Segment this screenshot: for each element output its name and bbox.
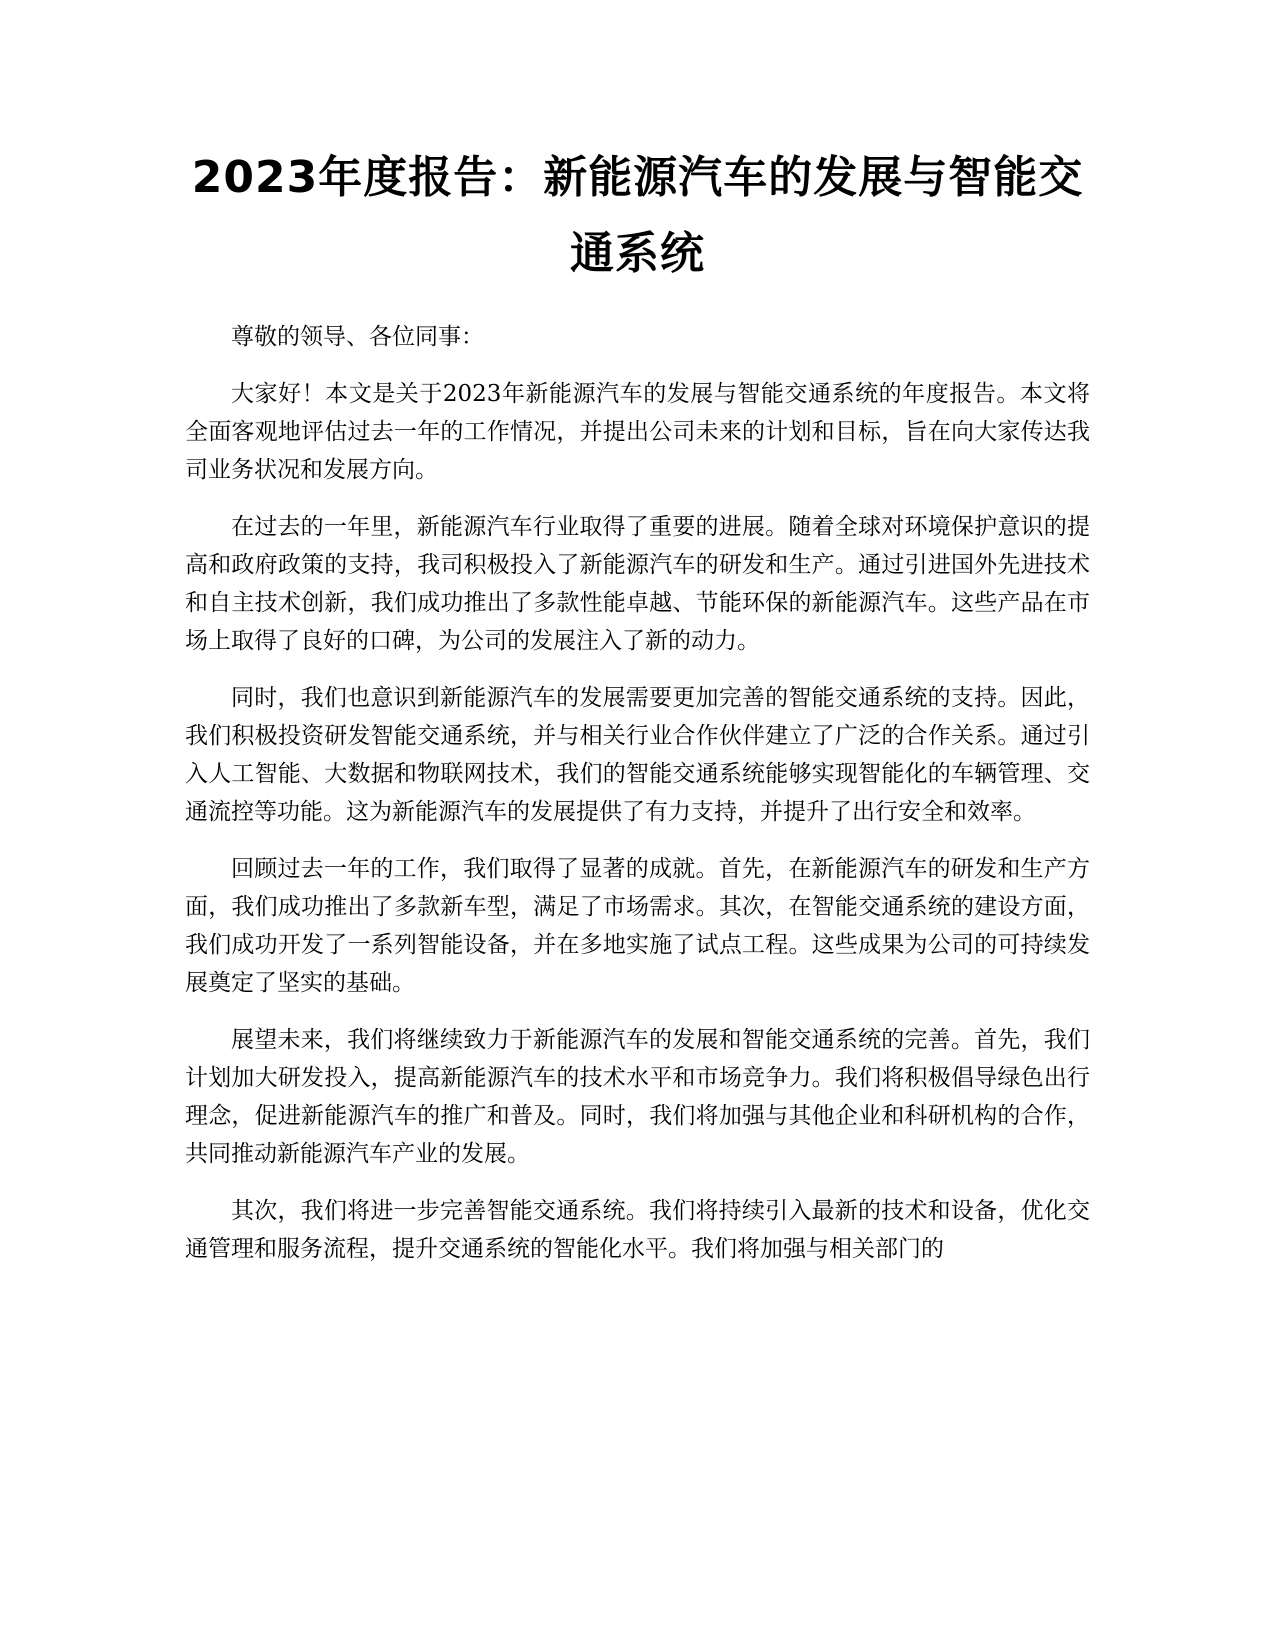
- greeting: 尊敬的领导、各位同事：: [231, 324, 484, 350]
- document-body: [185, 318, 1090, 1287]
- paragraph-next-steps: 其次，我们将进一步完善智能交通系统。我们将持续引入最新的技术和设备，优化交通管理和服务流程，提升交通系统的智能化水平。我们将加强与相关部门的: [185, 1198, 1090, 1262]
- paragraph-review: 回顾过去一年的工作，我们取得了显著的成就。首先，在新能源汽车的研发和生产方面，我们成功推出了多款新车型，满足了市场需求。其次，在智能交通系统的建设方面，我们成功开发了一系列智能设备，并在多地实施了试点工程。这些成果为公司的可持续发展奠定了坚实的基础。: [185, 856, 1090, 996]
- paragraph-intro: 大家好！本文是关于2023年新能源汽车的发展与智能交通系统的年度报告。本文将全面客观地评估过去一年的工作情况，并提出公司未来的计划和目标，旨在向大家传达我司业务状况和发展方向。: [185, 381, 1090, 483]
- paragraph-progress: 在过去的一年里，新能源汽车行业取得了重要的进展。随着全球对环境保护意识的提高和政府政策的支持，我司积极投入了新能源汽车的研发和生产。通过引进国外先进技术和自主技术创新，我们成功推出了多款性能卓越、节能环保的新能源汽车。这些产品在市场上取得了良好的口碑，为公司的发展注入了新的动力。: [185, 514, 1090, 654]
- paragraph-outlook: 展望未来，我们将继续致力于新能源汽车的发展和智能交通系统的完善。首先，我们计划加大研发投入，提高新能源汽车的技术水平和市场竞争力。我们将积极倡导绿色出行理念，促进新能源汽车的推广和普及。同时，我们将加强与其他企业和科研机构的合作，共同推动新能源汽车产业的发展。: [185, 1027, 1090, 1167]
- paragraph-intelligent-transport: 同时，我们也意识到新能源汽车的发展需要更加完善的智能交通系统的支持。因此，我们积极投资研发智能交通系统，并与相关行业合作伙伴建立了广泛的合作关系。通过引入人工智能、大数据和物联网技术，我们的智能交通系统能够实现智能化的车辆管理、交通流控等功能。这为新能源汽车的发展提供了有力支持，并提升了出行安全和效率。: [185, 685, 1090, 825]
- document-title: 2023年度报告：新能源汽车的发展与智能交通系统: [191, 152, 1084, 279]
